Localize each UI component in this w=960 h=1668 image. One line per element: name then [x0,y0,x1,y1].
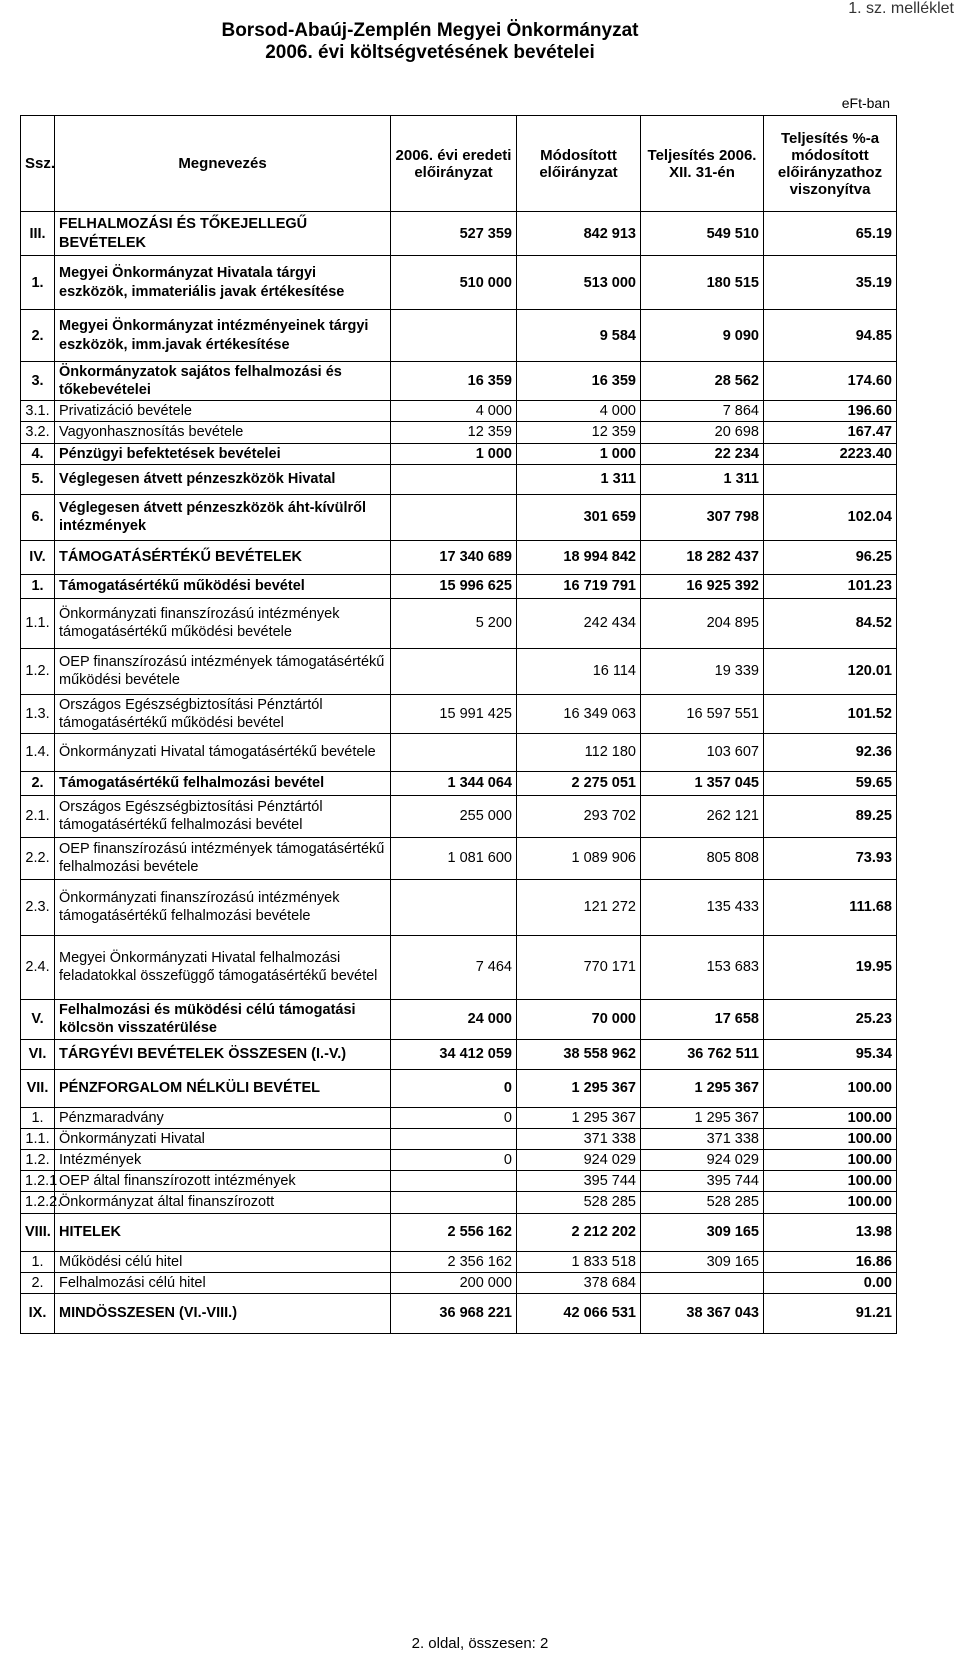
row-name: Önkormányzatok sajátos felhalmozási és tőkebevételei [55,362,391,401]
row-percent: 2223.40 [764,443,897,464]
row-number: IX. [21,1293,55,1333]
row-name: Véglegesen átvett pénzeszközök Hivatal [55,464,391,494]
row-percent: 100.00 [764,1192,897,1213]
row-modified-budget: 371 338 [517,1129,641,1150]
row-original-budget: 15 996 625 [391,574,517,598]
table-row [21,1069,897,1107]
row-number: 3. [21,362,55,401]
row-actual: 153 683 [641,935,764,999]
row-modified-budget: 2 212 202 [517,1213,641,1251]
row-actual: 1 295 367 [641,1069,764,1107]
row-number: V. [21,999,55,1039]
row-name: Önkormányzati finanszírozású intézmények támogatásértékű működési bevétele [55,598,391,648]
row-original-budget [391,648,517,694]
row-number: 2.3. [21,879,55,935]
unit-label: eFt-ban [841,95,890,111]
row-original-budget: 200 000 [391,1272,517,1293]
row-original-budget [391,1171,517,1192]
row-original-budget [391,1129,517,1150]
row-original-budget: 255 000 [391,795,517,837]
row-number: 1.1. [21,1129,55,1150]
row-number: 3.2. [21,422,55,443]
row-original-budget: 1 000 [391,443,517,464]
table-header-row [21,116,897,212]
row-number: 1.1. [21,598,55,648]
table-row [21,1129,897,1150]
row-percent: 111.68 [764,879,897,935]
row-number: 2. [21,310,55,362]
row-percent: 100.00 [764,1107,897,1128]
row-number: 2.2. [21,837,55,879]
row-percent: 174.60 [764,362,897,401]
row-name: MINDÖSSZESEN (VI.-VIII.) [55,1293,391,1333]
row-original-budget [391,733,517,771]
table-row [21,648,897,694]
row-number: VII. [21,1069,55,1107]
row-actual: 1 311 [641,464,764,494]
row-percent: 95.34 [764,1039,897,1069]
row-modified-budget: 301 659 [517,494,641,540]
row-modified-budget: 121 272 [517,879,641,935]
row-original-budget: 1 081 600 [391,837,517,879]
row-modified-budget: 1 295 367 [517,1069,641,1107]
row-name: Önkormányzati Hivatal [55,1129,391,1150]
row-original-budget: 510 000 [391,256,517,310]
header-original-budget: 2006. évi eredeti előirányzat [391,116,517,212]
row-percent: 96.25 [764,540,897,574]
table-row [21,494,897,540]
row-original-budget: 15 991 425 [391,694,517,733]
table-row [21,598,897,648]
row-actual: 38 367 043 [641,1293,764,1333]
row-actual: 16 925 392 [641,574,764,598]
row-original-budget: 0 [391,1069,517,1107]
row-percent: 73.93 [764,837,897,879]
row-actual: 549 510 [641,212,764,256]
row-original-budget: 4 000 [391,401,517,422]
row-percent: 120.01 [764,648,897,694]
row-name: Felhalmozási és müködési célú támogatási kölcsön visszatérülése [55,999,391,1039]
row-modified-budget: 16 359 [517,362,641,401]
row-actual: 22 234 [641,443,764,464]
row-original-budget: 2 356 162 [391,1251,517,1272]
row-modified-budget: 1 311 [517,464,641,494]
row-number: IV. [21,540,55,574]
table-row [21,574,897,598]
annex-label: 1. sz. melléklet [848,0,954,17]
row-name: HITELEK [55,1213,391,1251]
header-ssz: Ssz. [21,116,55,212]
row-percent: 92.36 [764,733,897,771]
table-row [21,1192,897,1213]
row-name: OEP finanszírozású intézmények támogatásértékű működési bevétele [55,648,391,694]
row-name: Megyei Önkormányzat Hivatala tárgyi eszközök, immateriális javak értékesítése [55,256,391,310]
row-percent: 13.98 [764,1213,897,1251]
revenue-table [20,115,897,1334]
row-percent: 59.65 [764,771,897,795]
row-actual: 19 339 [641,648,764,694]
row-original-budget: 24 000 [391,999,517,1039]
row-number: VI. [21,1039,55,1069]
table-row [21,256,897,310]
row-original-budget [391,464,517,494]
row-modified-budget: 4 000 [517,401,641,422]
row-percent: 101.52 [764,694,897,733]
row-original-budget [391,494,517,540]
table-row [21,1293,897,1333]
row-actual: 1 357 045 [641,771,764,795]
row-number: 1. [21,1251,55,1272]
row-actual: 135 433 [641,879,764,935]
row-original-budget [391,310,517,362]
row-number: VIII. [21,1213,55,1251]
table-row [21,310,897,362]
table-row [21,837,897,879]
row-name: Önkormányzat által finanszírozott [55,1192,391,1213]
row-name: Privatizáció bevétele [55,401,391,422]
row-modified-budget: 528 285 [517,1192,641,1213]
row-percent: 91.21 [764,1293,897,1333]
row-actual: 307 798 [641,494,764,540]
row-name: Önkormányzati finanszírozású intézmények támogatásértékű felhalmozási bevétele [55,879,391,935]
row-actual [641,1272,764,1293]
row-original-budget: 1 344 064 [391,771,517,795]
row-percent: 167.47 [764,422,897,443]
row-percent: 19.95 [764,935,897,999]
row-modified-budget: 70 000 [517,999,641,1039]
row-actual: 309 165 [641,1213,764,1251]
row-modified-budget: 842 913 [517,212,641,256]
row-modified-budget: 9 584 [517,310,641,362]
row-original-budget: 12 359 [391,422,517,443]
row-name: Működési célú hitel [55,1251,391,1272]
row-name: TÁMOGATÁSÉRTÉKŰ BEVÉTELEK [55,540,391,574]
row-number: 2.1. [21,795,55,837]
row-percent: 35.19 [764,256,897,310]
table-row [21,1150,897,1171]
row-original-budget: 36 968 221 [391,1293,517,1333]
row-modified-budget: 16 114 [517,648,641,694]
row-actual: 924 029 [641,1150,764,1171]
row-modified-budget: 924 029 [517,1150,641,1171]
row-name: Országos Egészségbiztosítási Pénztártól támogatásértékű felhalmozási bevétel [55,795,391,837]
row-modified-budget: 1 089 906 [517,837,641,879]
row-percent: 100.00 [764,1069,897,1107]
table-row [21,694,897,733]
table-row [21,1213,897,1251]
row-percent: 100.00 [764,1171,897,1192]
row-original-budget: 16 359 [391,362,517,401]
row-modified-budget: 2 275 051 [517,771,641,795]
row-modified-budget: 770 171 [517,935,641,999]
row-percent: 102.04 [764,494,897,540]
row-number: 3.1. [21,401,55,422]
row-number: 2.4. [21,935,55,999]
table-row [21,443,897,464]
row-percent: 101.23 [764,574,897,598]
row-name: TÁRGYÉVI BEVÉTELEK ÖSSZESEN (I.-V.) [55,1039,391,1069]
row-modified-budget: 1 833 518 [517,1251,641,1272]
row-actual: 395 744 [641,1171,764,1192]
header-actual: Teljesítés 2006. XII. 31-én [641,116,764,212]
table-row [21,1171,897,1192]
row-name: Pénzmaradvány [55,1107,391,1128]
row-original-budget [391,1192,517,1213]
row-number: 1.3. [21,694,55,733]
row-actual: 371 338 [641,1129,764,1150]
row-modified-budget: 293 702 [517,795,641,837]
table-row [21,540,897,574]
row-actual: 18 282 437 [641,540,764,574]
row-modified-budget: 395 744 [517,1171,641,1192]
row-name: Országos Egészségbiztosítási Pénztártól támogatásértékű működési bevétel [55,694,391,733]
row-modified-budget: 16 719 791 [517,574,641,598]
document-title: Borsod-Abaúj-Zemplén Megyei Önkormányzat [221,20,639,41]
row-name: Vagyonhasznosítás bevétele [55,422,391,443]
row-name: Felhalmozási célú hitel [55,1272,391,1293]
row-modified-budget: 18 994 842 [517,540,641,574]
row-percent: 100.00 [764,1129,897,1150]
row-name: Önkormányzati Hivatal támogatásértékű bevétele [55,733,391,771]
row-percent: 100.00 [764,1150,897,1171]
row-original-budget: 2 556 162 [391,1213,517,1251]
row-modified-budget: 1 000 [517,443,641,464]
row-name: Véglegesen átvett pénzeszközök áht-kívülről intézmények [55,494,391,540]
row-name: PÉNZFORGALOM NÉLKÜLI BEVÉTEL [55,1069,391,1107]
row-name: Intézmények [55,1150,391,1171]
table-row [21,1251,897,1272]
row-actual: 805 808 [641,837,764,879]
row-modified-budget: 42 066 531 [517,1293,641,1333]
row-percent: 16.86 [764,1251,897,1272]
table-row [21,935,897,999]
table-row [21,733,897,771]
row-percent [764,464,897,494]
table-row [21,879,897,935]
header-percent: Teljesítés %-a módosított előirányzathoz viszonyítva [764,116,897,212]
row-number: 1. [21,256,55,310]
row-actual: 20 698 [641,422,764,443]
row-modified-budget: 513 000 [517,256,641,310]
row-actual: 1 295 367 [641,1107,764,1128]
row-actual: 103 607 [641,733,764,771]
row-percent: 25.23 [764,999,897,1039]
row-name: Pénzügyi befektetések bevételei [55,443,391,464]
row-percent: 0.00 [764,1272,897,1293]
row-number: 1.2. [21,648,55,694]
table-row [21,422,897,443]
table-row [21,1107,897,1128]
table-row [21,999,897,1039]
row-actual: 309 165 [641,1251,764,1272]
row-original-budget: 5 200 [391,598,517,648]
row-original-budget [391,879,517,935]
row-modified-budget: 12 359 [517,422,641,443]
header-modified-budget: Módosított előirányzat [517,116,641,212]
row-name: OEP által finanszírozott intézmények [55,1171,391,1192]
row-name: Támogatásértékű működési bevétel [55,574,391,598]
row-original-budget: 34 412 059 [391,1039,517,1069]
row-actual: 528 285 [641,1192,764,1213]
row-name: Megyei Önkormányzati Hivatal felhalmozási feladatokkal összefüggő támogatásértékű bevétel [55,935,391,999]
row-modified-budget: 112 180 [517,733,641,771]
row-actual: 17 658 [641,999,764,1039]
row-actual: 16 597 551 [641,694,764,733]
row-original-budget: 0 [391,1107,517,1128]
row-modified-budget: 378 684 [517,1272,641,1293]
row-number: 6. [21,494,55,540]
row-name: OEP finanszírozású intézmények támogatásértékű felhalmozási bevétele [55,837,391,879]
row-number: 2. [21,771,55,795]
table-row [21,401,897,422]
row-number: 1. [21,1107,55,1128]
row-original-budget: 0 [391,1150,517,1171]
row-name: Megyei Önkormányzat intézményeinek tárgyi eszközök, imm.javak értékesítése [55,310,391,362]
row-number: 1. [21,574,55,598]
row-original-budget: 7 464 [391,935,517,999]
row-number: 1.2. [21,1150,55,1171]
table-row [21,795,897,837]
table-row [21,1272,897,1293]
row-actual: 28 562 [641,362,764,401]
row-actual: 36 762 511 [641,1039,764,1069]
row-actual: 262 121 [641,795,764,837]
table-row [21,362,897,401]
page-footer: 2. oldal, összesen: 2 [411,1635,549,1652]
row-number: III. [21,212,55,256]
row-percent: 196.60 [764,401,897,422]
table-row [21,464,897,494]
table-row [21,212,897,256]
row-modified-budget: 16 349 063 [517,694,641,733]
row-percent: 89.25 [764,795,897,837]
row-modified-budget: 1 295 367 [517,1107,641,1128]
row-number: 1.4. [21,733,55,771]
row-number: 1.2.2. [21,1192,55,1213]
row-actual: 7 864 [641,401,764,422]
row-percent: 65.19 [764,212,897,256]
table-row [21,771,897,795]
row-percent: 84.52 [764,598,897,648]
row-original-budget: 527 359 [391,212,517,256]
row-name: Támogatásértékű felhalmozási bevétel [55,771,391,795]
header-name: Megnevezés [55,116,391,212]
document-subtitle: 2006. évi költségvetésének bevételei [265,42,595,63]
row-modified-budget: 242 434 [517,598,641,648]
row-number: 2. [21,1272,55,1293]
row-modified-budget: 38 558 962 [517,1039,641,1069]
row-number: 1.2.1 [21,1171,55,1192]
row-actual: 180 515 [641,256,764,310]
row-actual: 9 090 [641,310,764,362]
row-actual: 204 895 [641,598,764,648]
row-original-budget: 17 340 689 [391,540,517,574]
table-row [21,1039,897,1069]
row-number: 4. [21,443,55,464]
row-number: 5. [21,464,55,494]
row-name: FELHALMOZÁSI ÉS TŐKEJELLEGŰ BEVÉTELEK [55,212,391,256]
row-percent: 94.85 [764,310,897,362]
